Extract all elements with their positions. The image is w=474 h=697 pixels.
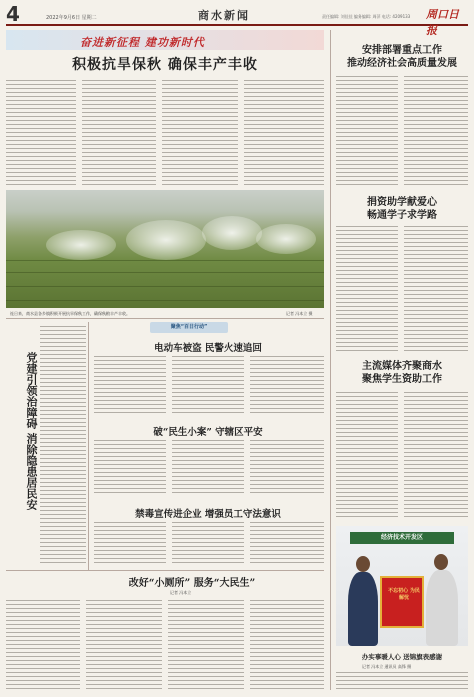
lead-headline: 积极抗旱保秋 确保丰产丰收 <box>72 57 258 73</box>
right-lower-headline: 主流媒体齐聚商水 聚焦学生资助工作 <box>362 361 442 385</box>
right-mid-headline: 捐资助学献爱心 畅通学子求学路 <box>367 197 437 221</box>
mid-story-2-text-col-3 <box>250 440 324 496</box>
mid-story-1-text-col-2 <box>172 356 244 416</box>
bottom-left-byline: 记者 冯本立 <box>170 590 192 595</box>
lead-text-col-1 <box>6 80 76 186</box>
mid-story-1-text-col-3 <box>250 356 324 416</box>
section-name: 商水新闻 <box>198 9 250 22</box>
bottom-left-text-col-1 <box>6 600 80 690</box>
right-top-text-col-1 <box>336 76 398 188</box>
lead-photo-irrigation <box>6 190 324 308</box>
bottom-right-headline: 办实事暖人心 送锦旗表感谢 <box>361 653 443 661</box>
silk-banner <box>380 576 424 628</box>
left-story-text <box>40 326 86 566</box>
paper-logo: 周口日报 <box>426 8 459 37</box>
mid-story-2-headline: 破“民生小案” 守辖区平安 <box>153 427 263 438</box>
bottom-right-text <box>336 672 468 692</box>
award-photo <box>336 526 468 646</box>
mid-story-3-text-col-1 <box>94 522 166 566</box>
right-mid-text-col-1 <box>336 226 398 352</box>
lead-text-col-4 <box>244 80 324 186</box>
silk-banner-text: 不忘初心 为民解忧 <box>388 588 420 601</box>
banner-text: 奋进新征程 建功新时代 <box>80 36 205 49</box>
mid-story-2-text-col-2 <box>172 440 244 496</box>
bottom-left-text-col-3 <box>168 600 244 690</box>
right-lower-text-col-2 <box>404 392 468 520</box>
editor-info: 责任编辑: 刘佳佳 编务编辑: 周萍 电话: 4209133 <box>322 14 411 19</box>
lead-photo-caption: 连日来，商水县各乡镇积极开展抗旱保秋工作，确保秋粮丰产丰收。 <box>10 311 130 316</box>
issue-date: 2022年9月6日 星期二 <box>46 15 97 21</box>
page-number: 4 <box>6 2 20 26</box>
mid-story-2-text-col-1 <box>94 440 166 496</box>
right-top-headline: 安排部署重点工作 推动经济社会高质量发展 <box>347 45 457 69</box>
lead-text-col-3 <box>162 80 238 186</box>
left-story-divider <box>88 322 89 570</box>
masthead <box>6 2 468 37</box>
section-tag: 聚焦“百日行动” <box>150 322 228 333</box>
lead-text-col-2 <box>82 80 156 186</box>
photo-sign: 经济技术开发区 <box>350 532 454 544</box>
lead-photo-byline: 记者 冯本立 摄 <box>286 311 313 316</box>
bottom-left-text-col-4 <box>250 600 324 690</box>
column-divider <box>330 30 331 690</box>
mid-story-1-headline: 电动车被盗 民警火速追回 <box>154 343 262 354</box>
bottom-right-byline: 记者 冯本立 通讯员 高锋 摄 <box>362 664 412 669</box>
mid-story-3-text-col-2 <box>172 522 244 566</box>
right-top-text-col-2 <box>404 76 468 188</box>
right-mid-text-col-2 <box>404 226 468 352</box>
mid-story-1-text-col-1 <box>94 356 166 416</box>
section-divider <box>6 318 324 319</box>
bottom-divider <box>6 570 324 571</box>
mid-story-3-headline: 禁毒宣传进企业 增强员工守法意识 <box>135 509 281 520</box>
right-lower-text-col-1 <box>336 392 398 520</box>
bottom-left-headline: 改好“小厕所” 服务“大民生” <box>128 578 256 589</box>
left-vertical-headline: 党建引领治障碍 消除隐患居民安 <box>25 352 38 510</box>
theme-banner <box>6 30 324 50</box>
mid-story-3-text-col-3 <box>250 522 324 566</box>
bottom-left-text-col-2 <box>86 600 162 690</box>
